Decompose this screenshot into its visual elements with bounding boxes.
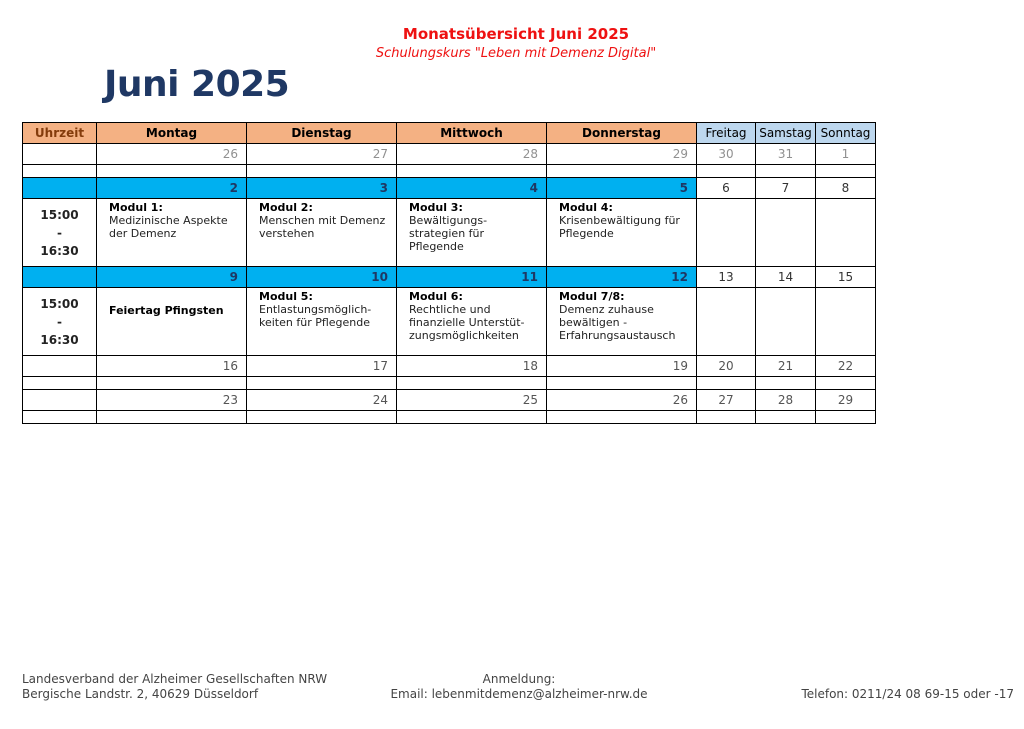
time-from: 15:00	[40, 296, 79, 311]
organization-name: Landesverband der Alzheimer Gesellschaften NRW	[22, 672, 328, 686]
date-cell: 1	[816, 144, 876, 165]
date-cell: 12	[547, 267, 697, 288]
session-cell	[547, 288, 697, 356]
date-cell: 21	[756, 356, 816, 377]
date-cell: 27	[697, 390, 756, 411]
holiday-cell	[97, 288, 247, 356]
date-cell: 29	[816, 390, 876, 411]
module-title: Modul 5:	[259, 290, 313, 303]
time-cell	[23, 390, 97, 411]
date-cell: 10	[247, 267, 397, 288]
module-title: Modul 1:	[109, 201, 163, 214]
module-text: Menschen mit Demenz verstehen	[259, 214, 386, 240]
date-cell: 31	[756, 144, 816, 165]
date-row	[23, 390, 876, 411]
col-header-monday: Montag	[97, 123, 247, 144]
date-cell: 17	[247, 356, 397, 377]
module-text: Medizinische Aspekte der Demenz	[109, 214, 228, 240]
date-cell: 16	[97, 356, 247, 377]
session-row	[23, 288, 876, 356]
organization-address: Bergische Landstr. 2, 40629 Düsseldorf	[22, 687, 259, 701]
empty-cell	[756, 288, 816, 356]
col-header-saturday: Samstag	[756, 123, 816, 144]
col-header-tuesday: Dienstag	[247, 123, 397, 144]
date-cell: 20	[697, 356, 756, 377]
time-slot	[23, 288, 97, 356]
date-row	[23, 144, 876, 165]
date-cell: 28	[397, 144, 547, 165]
session-cell	[397, 199, 547, 267]
col-header-time: Uhrzeit	[23, 123, 97, 144]
session-cell	[247, 199, 397, 267]
module-title: Modul 3:	[409, 201, 463, 214]
col-header-sunday: Sonntag	[816, 123, 876, 144]
module-text: Rechtliche und finanzielle Unterstüt-zungsmöglichkeiten	[409, 303, 525, 342]
time-separator: -	[57, 314, 62, 329]
document-title: Monatsübersicht Juni 2025	[402, 25, 630, 43]
time-to: 16:30	[40, 243, 79, 258]
holiday-label: Feiertag Pfingsten	[109, 304, 224, 317]
date-cell: 15	[816, 267, 876, 288]
module-text: Entlastungsmöglich-keiten für Pflegende	[259, 303, 372, 329]
empty-cell	[816, 288, 876, 356]
date-cell: 22	[816, 356, 876, 377]
time-cell	[23, 178, 97, 199]
session-cell	[547, 199, 697, 267]
empty-row	[23, 377, 876, 390]
date-cell: 25	[397, 390, 547, 411]
date-cell: 14	[756, 267, 816, 288]
col-header-friday: Freitag	[697, 123, 756, 144]
time-separator: -	[57, 225, 62, 240]
date-cell: 5	[547, 178, 697, 199]
date-cell: 29	[547, 144, 697, 165]
date-cell: 7	[756, 178, 816, 199]
date-cell: 19	[547, 356, 697, 377]
date-row	[23, 267, 876, 288]
module-title: Modul 2:	[259, 201, 313, 214]
date-cell: 18	[397, 356, 547, 377]
footer-registration	[386, 672, 652, 702]
module-title: Modul 7/8:	[559, 290, 625, 303]
calendar-table	[22, 122, 876, 424]
empty-cell	[697, 199, 756, 267]
module-text: Bewältigungs-strategien für Pflegende	[409, 214, 488, 253]
date-cell: 2	[97, 178, 247, 199]
date-cell: 8	[816, 178, 876, 199]
footer-organization	[22, 672, 327, 702]
time-slot	[23, 199, 97, 267]
session-cell	[247, 288, 397, 356]
empty-row	[23, 165, 876, 178]
date-cell: 26	[97, 144, 247, 165]
date-cell: 30	[697, 144, 756, 165]
module-text: Krisenbewältigung für Pflegende	[559, 214, 680, 240]
module-text: Demenz zuhause bewältigen - Erfahrungsaustausch	[559, 303, 676, 342]
date-cell: 3	[247, 178, 397, 199]
date-cell: 4	[397, 178, 547, 199]
date-cell: 24	[247, 390, 397, 411]
weekday-header-row	[23, 123, 876, 144]
date-cell: 23	[97, 390, 247, 411]
empty-row	[23, 411, 876, 424]
time-to: 16:30	[40, 332, 79, 347]
session-cell	[97, 199, 247, 267]
time-cell	[23, 144, 97, 165]
date-row	[23, 356, 876, 377]
registration-label: Anmeldung:	[482, 672, 556, 686]
empty-cell	[816, 199, 876, 267]
col-header-wednesday: Mittwoch	[397, 123, 547, 144]
date-row	[23, 178, 876, 199]
time-cell	[23, 356, 97, 377]
col-header-thursday: Donnerstag	[547, 123, 697, 144]
session-cell	[397, 288, 547, 356]
time-from: 15:00	[40, 207, 79, 222]
time-cell	[23, 267, 97, 288]
empty-cell	[756, 199, 816, 267]
month-heading: Juni 2025	[104, 64, 290, 105]
date-cell: 9	[97, 267, 247, 288]
module-title: Modul 6:	[409, 290, 463, 303]
footer-phone: Telefon: 0211/24 08 69-15 oder -17	[801, 687, 1014, 701]
date-cell: 13	[697, 267, 756, 288]
module-title: Modul 4:	[559, 201, 613, 214]
date-cell: 27	[247, 144, 397, 165]
date-cell: 28	[756, 390, 816, 411]
document-subtitle: Schulungskurs "Leben mit Demenz Digital"	[375, 46, 657, 61]
registration-email: Email: lebenmitdemenz@alzheimer-nrw.de	[390, 687, 648, 701]
session-row	[23, 199, 876, 267]
date-cell: 6	[697, 178, 756, 199]
date-cell: 11	[397, 267, 547, 288]
empty-cell	[697, 288, 756, 356]
date-cell: 26	[547, 390, 697, 411]
